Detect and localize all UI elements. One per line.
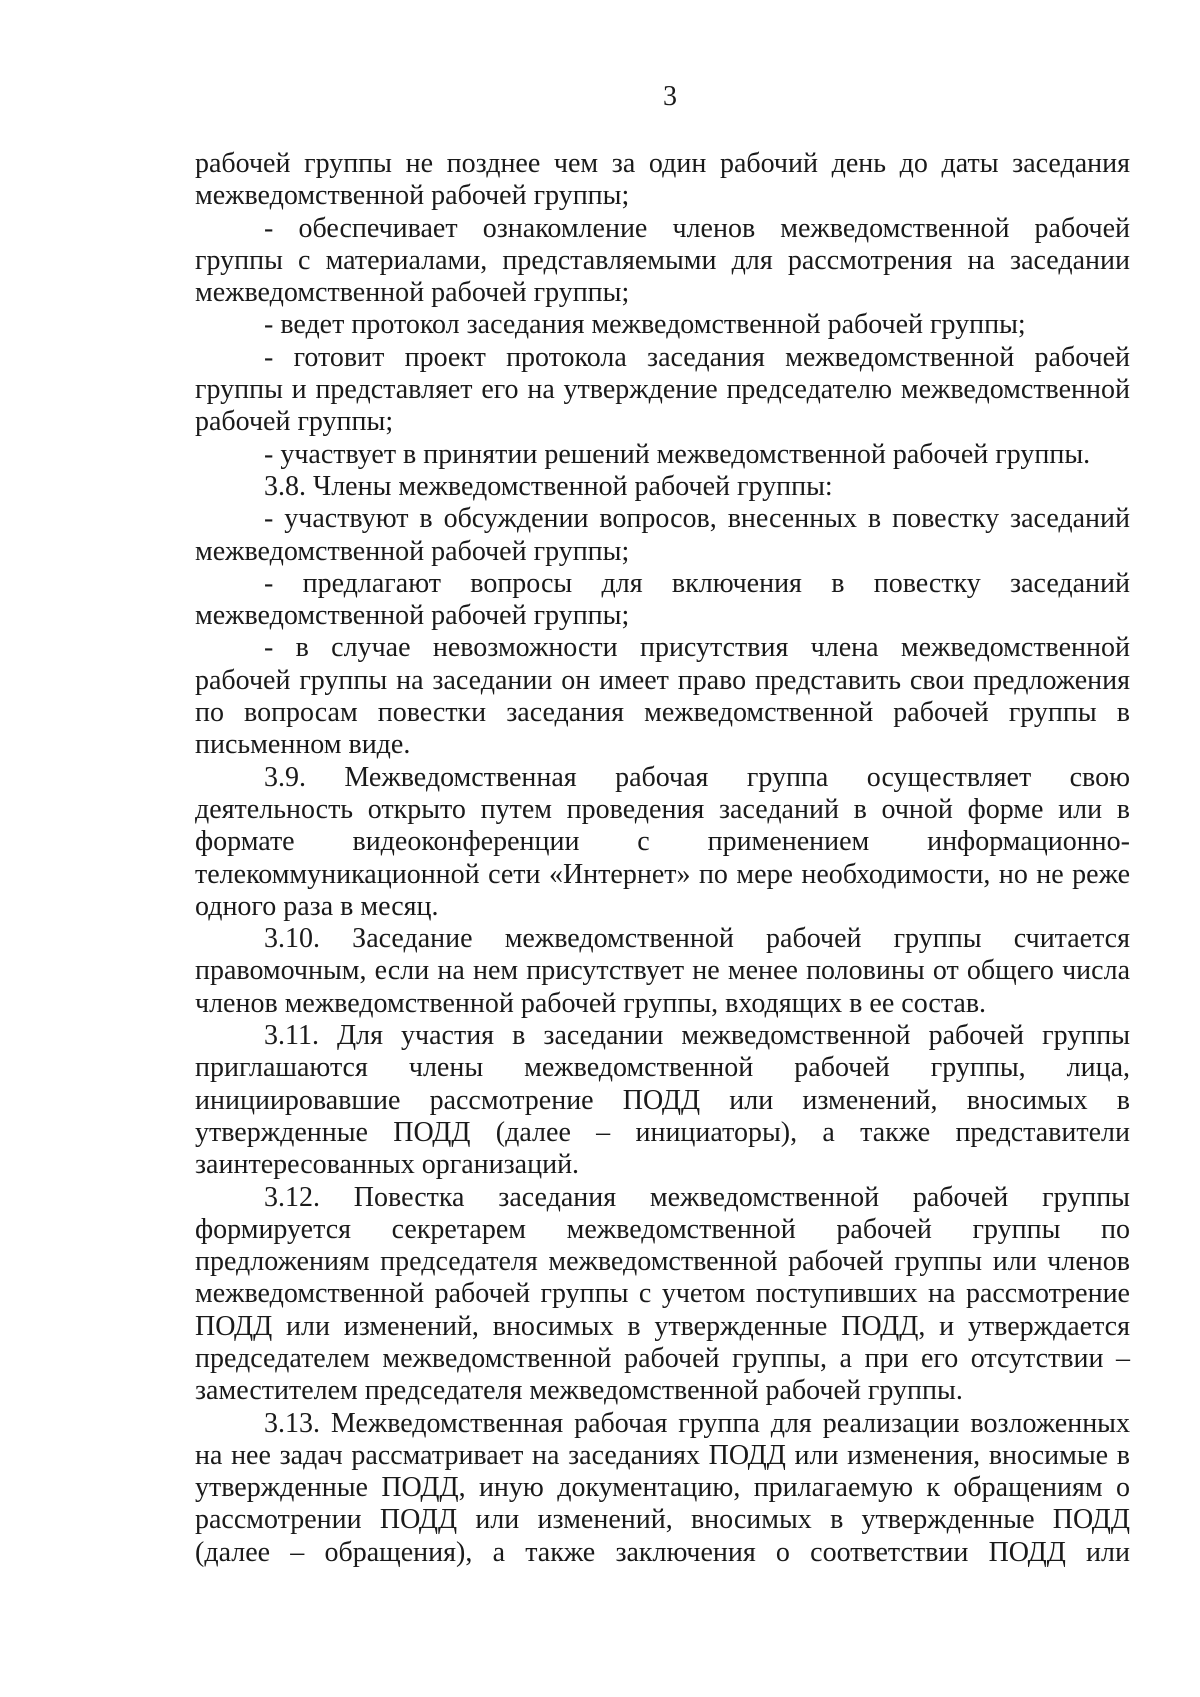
paragraph: 3.8. Члены межведомственной рабочей группы:	[264, 470, 833, 502]
paragraph: - предлагают вопросы для включения в повестку заседаний межведомственной рабочей группы;	[195, 567, 1130, 632]
paragraph: - обеспечивает ознакомление членов межведомственной рабочей группы с материалами, представляемыми для рассмотрения на заседании межведомственной рабочей группы;	[195, 212, 1130, 309]
document-body	[195, 148, 1130, 1569]
paragraph: - в случае невозможности присутствия члена межведомственной рабочей группы на заседании он имеет право представить свои предложения по вопросам повестки заседания межведомственной рабочей группы в письменном виде.	[195, 632, 1130, 761]
paragraph: рабочей группы не позднее чем за один рабочий день до даты заседания межведомственной рабочей группы;	[195, 148, 1130, 212]
paragraph: 3.9. Межведомственная рабочая группа осуществляет свою деятельность открыто путем проведения заседаний в очной форме или в формате видеоконференции с применением информационно-телекоммуникационной сети «Интернет» по мере необходимости, но не реже одного раза в месяц.	[195, 761, 1130, 922]
paragraph: 3.10. Заседание межведомственной рабочей группы считается правомочным, если на нем присутствует не менее половины от общего числа членов межведомственной рабочей группы, входящих в ее состав.	[195, 923, 1130, 1019]
paragraph: - участвует в принятии решений межведомственной рабочей группы.	[264, 438, 1091, 470]
paragraph: 3.11. Для участия в заседании межведомственной рабочей группы приглашаются члены межведомственной рабочей группы, лица, инициировавшие рассмотрение ПОДД или изменений, вносимых в утвержденные ПОДД (далее – инициаторы), а также представители заинтересованных организаций.	[195, 1020, 1130, 1181]
paragraph: 3.13. Межведомственная рабочая группа для реализации возложенных на нее задач рассматривает на заседаниях ПОДД или изменения, вносимые в утвержденные ПОДД, иную документацию, прилагаемую к обращениям о рассмотрении ПОДД или изменений, вносимых в утвержденные ПОДД (далее – обращения), а также заключения о соответствии ПОДД или	[195, 1407, 1130, 1568]
paragraph: - ведет протокол заседания межведомственной рабочей группы;	[264, 309, 1026, 341]
paragraph: 3.12. Повестка заседания межведомственной рабочей группы формируется секретарем межведомственной рабочей группы по предложениям председателя межведомственной рабочей группы или членов межведомственной рабочей группы с учетом поступивших на рассмотрение ПОДД или изменений, вносимых в утвержденные ПОДД, и утверждается председателем межведомственной рабочей группы, а при его отсутствии – заместителем председателя межведомственной рабочей группы.	[195, 1181, 1130, 1407]
paragraph: - участвуют в обсуждении вопросов, внесенных в повестку заседаний межведомственной рабочей группы;	[195, 503, 1130, 567]
paragraph: - готовит проект протокола заседания межведомственной рабочей группы и представляет его на утверждение председателю межведомственной рабочей группы;	[195, 341, 1130, 438]
page-number: 3	[663, 81, 677, 112]
